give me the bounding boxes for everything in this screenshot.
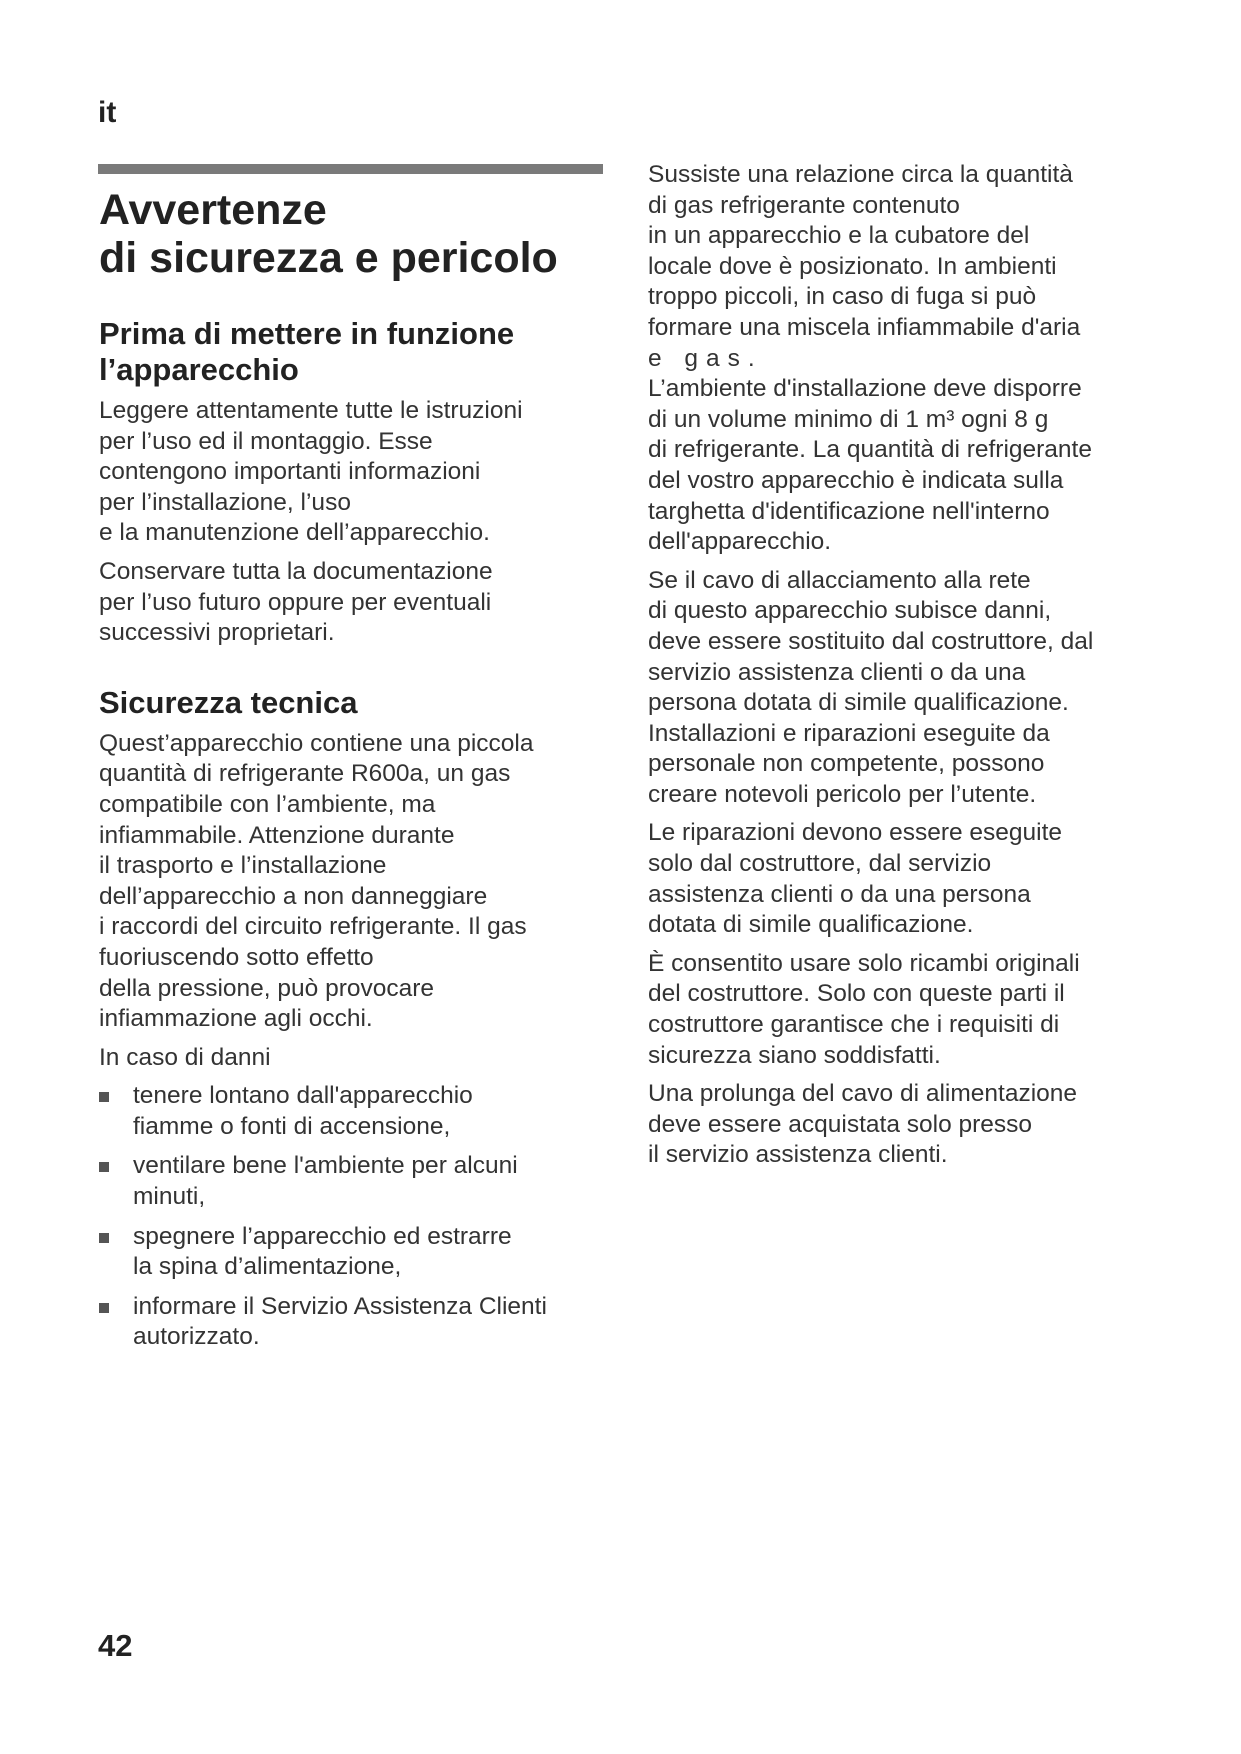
text-line: informare il Servizio Assistenza Clienti <box>133 1292 547 1320</box>
text-line: costruttore garantisce che i requisiti di <box>648 1011 1060 1039</box>
text-line: targhetta d'identificazione nell'interno <box>648 497 1050 525</box>
square-bullet-icon <box>99 1233 109 1243</box>
language-tag: it <box>98 96 117 129</box>
text-line: Le riparazioni devono essere eseguite <box>648 819 1063 847</box>
square-bullet-icon <box>99 1092 109 1102</box>
text-line: autorizzato. <box>133 1323 260 1351</box>
paragraph-damaged-cable <box>648 566 1168 811</box>
text-line: del vostro apparecchio è indicata sulla <box>648 466 1064 494</box>
list-item <box>99 1081 609 1142</box>
text-line: solo dal costruttore, dal servizio <box>648 850 992 878</box>
damage-steps-list <box>99 1081 609 1353</box>
text-line: Sussiste una relazione circa la quantità <box>648 161 1073 188</box>
text-line: per l’uso ed il montaggio. Esse <box>99 427 433 455</box>
square-bullet-icon <box>99 1162 109 1172</box>
text-line: dotata di simile qualificazione. <box>648 911 974 939</box>
text-line: deve essere acquistata solo presso <box>648 1110 1033 1138</box>
text-line: tenere lontano dall'apparecchio <box>133 1082 473 1110</box>
text-line: deve essere sostituito dal costruttore, dal <box>648 627 1094 655</box>
title-rule <box>98 164 603 174</box>
paragraph-read-instructions <box>99 396 609 549</box>
text-line: persona dotata di simile qualificazione. <box>648 689 1069 717</box>
text-line: È consentito usare solo ricambi originali <box>648 949 1080 977</box>
text-line: sicurezza siano soddisfatti. <box>648 1041 941 1069</box>
text-line: Quest’apparecchio contiene una piccola <box>99 729 534 757</box>
section-technical-safety <box>99 685 609 1353</box>
page-number: 42 <box>98 1628 133 1663</box>
text-line: il servizio assistenza clienti. <box>648 1141 948 1169</box>
text-line: di gas refrigerante contenuto <box>648 191 960 219</box>
text-line: di questo apparecchio subisce danni, <box>648 597 1052 625</box>
text-line: di un volume minimo di 1 m³ ogni 8 g <box>648 405 1049 433</box>
text-line: Conservare tutta la documentazione <box>99 557 493 585</box>
paragraph-original-parts <box>648 949 1168 1071</box>
title-line: di sicurezza e pericolo <box>99 234 558 282</box>
page-title <box>99 186 609 282</box>
text-line: quantità di refrigerante R600a, un gas <box>99 760 511 788</box>
section-heading-technical-safety: Sicurezza tecnica <box>99 684 358 720</box>
text-line: del costruttore. Solo con queste parti il <box>648 980 1065 1008</box>
paragraph-in-case-of-damage: In caso di danni <box>99 1043 271 1071</box>
text-line: creare notevoli pericolo per l’utente. <box>648 780 1037 808</box>
text-line: in un apparecchio e la cubatore del <box>648 222 1030 250</box>
text-line: infiammabile. Attenzione durante <box>99 821 455 849</box>
text-line: assistenza clienti o da una persona <box>648 880 1031 908</box>
list-item <box>99 1222 609 1283</box>
text-line: la spina d’alimentazione, <box>133 1253 402 1281</box>
left-column <box>99 186 609 1362</box>
text-line: L’ambiente d'installazione deve disporre <box>648 375 1082 403</box>
paragraph-refrigerant <box>99 729 609 1035</box>
paragraph-refrigerant-volume <box>648 160 1168 558</box>
paragraph-keep-documentation <box>99 557 609 649</box>
right-column <box>648 160 1168 1171</box>
text-line: formare una miscela infiammabile d'aria <box>648 313 1081 341</box>
text-line: personale non competente, possono <box>648 750 1045 778</box>
square-bullet-icon <box>99 1303 109 1313</box>
text-line: e gas. <box>648 344 763 372</box>
heading-line: Prima di mettere in funzione <box>99 316 515 351</box>
text-line: Se il cavo di allacciamento alla rete <box>648 566 1031 594</box>
paragraph-repairs <box>648 818 1168 940</box>
text-line: di refrigerante. La quantità di refrigerante <box>648 436 1092 464</box>
text-line: Una prolunga del cavo di alimentazione <box>648 1080 1078 1108</box>
paragraph-extension-cable <box>648 1079 1168 1171</box>
text-line: locale dove è posizionato. In ambienti <box>648 252 1057 280</box>
text-line: contengono importanti informazioni <box>99 458 481 486</box>
text-line: dell'apparecchio. <box>648 528 832 556</box>
section-heading-before-use <box>99 316 609 388</box>
section-before-use <box>99 316 609 649</box>
text-line: fuoriuscendo sotto effetto <box>99 943 374 971</box>
text-line: i raccordi del circuito refrigerante. Il gas <box>99 913 527 941</box>
text-line: per l’installazione, l’uso <box>99 488 351 516</box>
text-line: ventilare bene l'ambiente per alcuni <box>133 1152 518 1180</box>
list-item <box>99 1151 609 1212</box>
text-line: Leggere attentamente tutte le istruzioni <box>99 397 523 424</box>
text-line: minuti, <box>133 1183 206 1211</box>
heading-line: l’apparecchio <box>99 352 299 387</box>
text-line: infiammazione agli occhi. <box>99 1005 373 1033</box>
text-line: spegnere l’apparecchio ed estrarre <box>133 1222 512 1250</box>
list-item <box>99 1292 609 1353</box>
text-line: troppo piccoli, in caso di fuga si può <box>648 283 1037 311</box>
text-line: Installazioni e riparazioni eseguite da <box>648 719 1050 747</box>
text-line: successivi proprietari. <box>99 619 335 647</box>
text-line: e la manutenzione dell’apparecchio. <box>99 519 490 547</box>
text-line: il trasporto e l’installazione <box>99 852 387 880</box>
text-line: servizio assistenza clienti o da una <box>648 658 1026 686</box>
text-line: fiamme o fonti di accensione, <box>133 1112 451 1140</box>
text-line: dell’apparecchio a non danneggiare <box>99 882 488 910</box>
text-line: della pressione, può provocare <box>99 974 435 1002</box>
text-line: compatibile con l’ambiente, ma <box>99 790 436 818</box>
text-line: per l’uso futuro oppure per eventuali <box>99 588 492 616</box>
title-line: Avvertenze <box>99 186 327 234</box>
